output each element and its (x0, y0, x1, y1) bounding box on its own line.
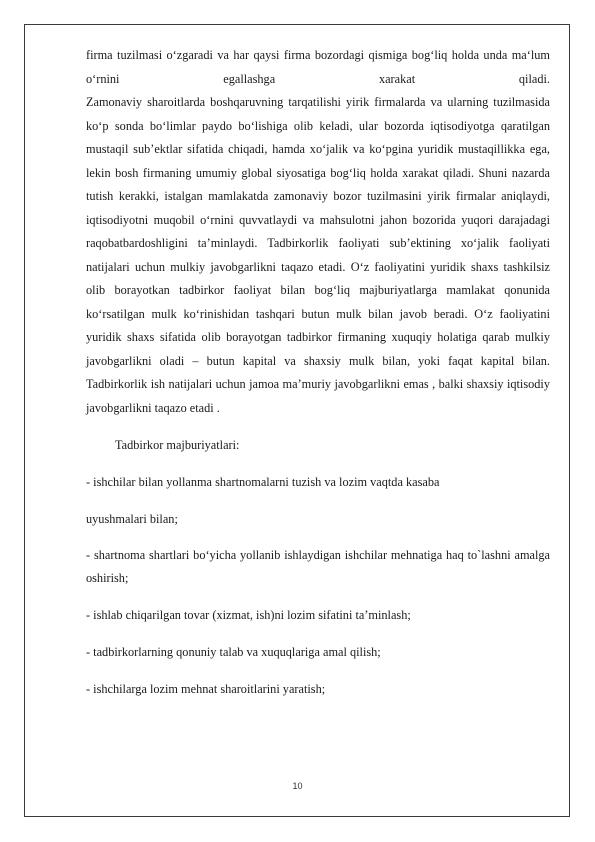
list-item: - tadbirkorlarning qonuniy talab va xuquqlariga amal qilish; (86, 644, 381, 659)
list-item: - ishchilarga lozim mehnat sharoitlarini yaratish; (86, 681, 326, 696)
document-body (86, 44, 550, 702)
list-item: - shartnoma shartlari bo‘yicha yollanib ishlaydigan ishchilar mehnatiga haq to`lashni amalga oshirish; (86, 547, 550, 585)
list-item: uyushmalari bilan; (86, 511, 178, 526)
list-item: - ishlab chiqarilgan tovar (xizmat, ish)ni lozim sifatini ta’minlash; (86, 607, 411, 622)
paragraph-main: Zamonaviy sharoitlarda boshqaruvning tarqatilishi yirik firmalarda va ularning tuzilmasida ko‘p sonda bo‘limlar paydo bo‘lishiga olib keladi, ular bozorda iqtisodiyotga qaratilgan mustaqil sub’ektlar sifatida chiqadi, hamda xo‘jalik va ko‘pgina yuridik mustaqillikka ega, lekin bosh firmaning umumiy global siyosatiga bog‘liq holda xarakat qiladi. Shuni nazarda tutish kerakki, istalgan mamlakatda zamonaviy bozor tuzilmasini yirik firmalar aniqlaydi, iqtisodiyotni muqobil o‘rnini quvvatlaydi va mahsulotni jahon bozorida yuqori darajadagi raqobatbardoshligini ta’minlaydi. Tadbirkorlik faoliyati sub’ektining xo‘jalik faoliyati natijalari uchun mulkiy javobgarlikni taqazo etadi. O‘z faoliyatini yuridik shaxs tashkilsiz olib borayotkan tadbirkor faoliyat bilan bog‘liq majburiyatlarga mamlakat qonunida ko‘rsatilgan mulk ko‘rinishidan tashqari butun mulk bilan javob beradi. O‘z faoliyatini yuridik shaxs sifatida olib borayotgan tadbirkor firmaning xuquqiy holatiga qarab mulkiy javobgarlikni oladi – butun kapital va shaxsiy mulk bilan, yoki faqat kapital bilan. Tadbirkorlik ish natijalari uchun jamoa ma’muriy javobgarlikni emas , balki shaxsiy iqtisodiy javobgarlikni taqazo etadi . (86, 95, 550, 415)
section-heading: Tadbirkor majburiyatlari: (115, 438, 240, 452)
list-item: - ishchilar bilan yollanma shartnomalarni tuzish va lozim vaqtda kasaba (86, 474, 440, 489)
page-number: 10 (292, 781, 303, 791)
paragraph-intro: firma tuzilmasi o‘zgaradi va har qaysi firma bozordagi qismiga bog‘liq holda unda ma‘lum o‘rnini egallashga xarakat qiladi. (86, 48, 550, 86)
